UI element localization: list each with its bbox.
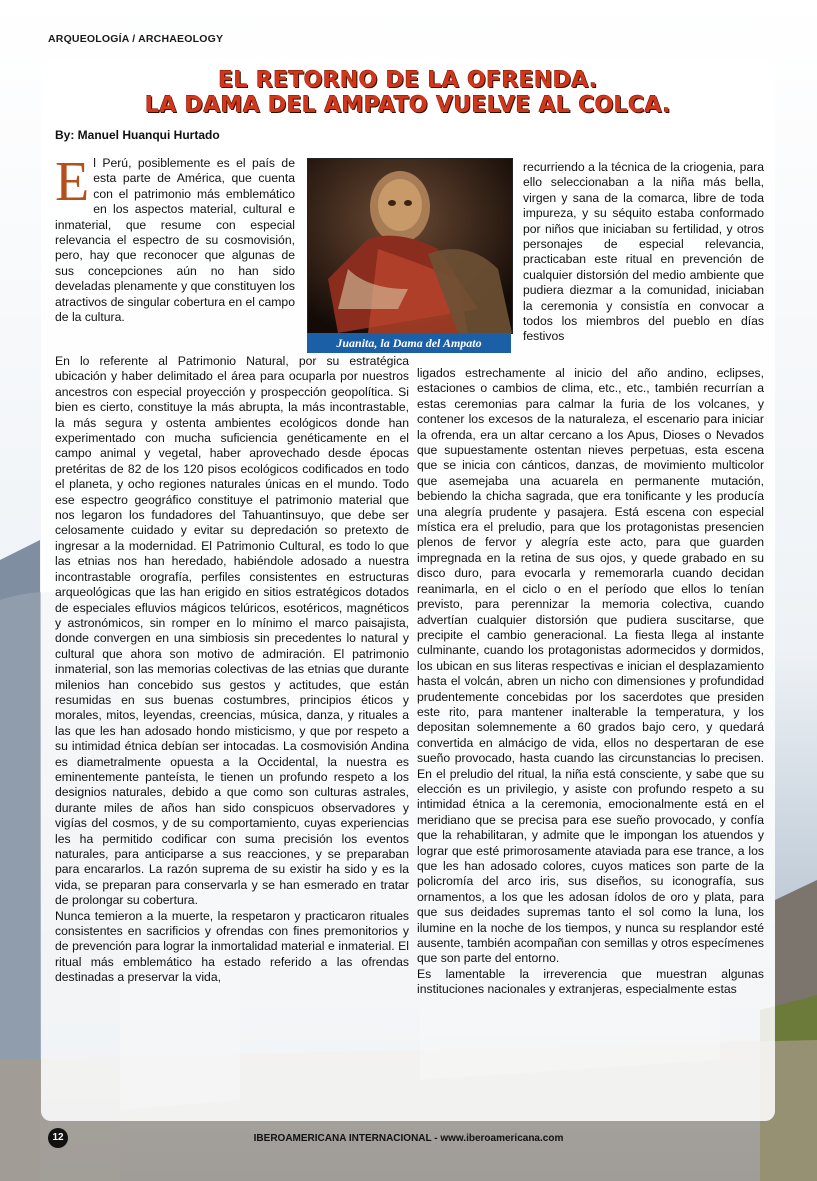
photo-caption: Juanita, la Dama del Ampato xyxy=(307,333,511,353)
column-right xyxy=(417,366,764,1112)
paragraph-ritual: ligados estrechamente al inicio del año andino, eclipses, estaciones o cambios de clima, etc., etc., también recurrían a estas ceremonias para calmar la furia de los volcanes, y contener los excesos de la naturaleza, el escenario para iniciar la ofrenda, era un altar cercano a los Apus, Dioses o Nevados que supuestamente ostentan nieves perpetuas, esta escena que se inicia con cánticos, danzas, de movimiento multicolor que asemejaba una acuarela en permanente mutación, bebiendo la chicha sagrada, que era tonificante y les producía una alegría prudente y pasajera. Está escena con especial mística era el preludio, para que los protagonistas presencien plenos de fervor y alegría este acto, para que guarden impregnada en la retina de sus ojos, y quede grabado en su disco duro, para evocarla y rememorarla cuando decidan reanimarla, en el ciclo o en el período que ellos lo tenían previsto, para perennizar la memoria colectiva, cuando advertían cualquier distorsión que pudiera suscitarse, que precipite el cambio generacional. La fiesta llega al instante culminante, cuando los protagonistas adormecidos y dormidos, los ubican en sus literas respectivas e inician el desplazamiento hasta el volcán, abren un nicho con dimensiones y profundidad prudentemente concebidas por los sacerdotes que presiden este rito, para mantener inalterable la temperatura, y los depositan solemnemente a 60 grados bajo cero, y quedará convertida en almácigo de vida, ellos no despertaran de ese sueño provocado, hasta cuando las circunstancias lo precisen. En el preludio del ritual, la niña está consciente, y sabe que su elección es un privilegio, y asiste con profundo respeto a su intimidad étnica a la ceremonia, emocionalmente está en el meridiano que se precisa para ese sueño provocado, y confía que la rehabilitaran, y admite que le impongan los atuendos y lograr que esté primorosamente ataviada para ese trance, a los que les han adosado colores, cuyos matices son parte de la policromía del arco iris, sus diseños, su iconografía, sus ornamentos, a los que les adosan ídolos de oro y plata, para que sus deidades supremas tanto el sol como la luna, los ilumine en la noche de los tiempos, y nunca su resplandor esté ausente, también acompañan con semillas y otros especímenes que son parte del entorno. xyxy=(417,366,764,966)
drop-cap: E xyxy=(55,156,90,213)
footer-text: IBEROAMERICANA INTERNACIONAL - www.iberoamericana.com xyxy=(253,1133,564,1144)
paragraph-continued: por su estratégica ubicación y haber delimitado el área para ocuparla por nuestros ancestros con especial proyección y prospección geopolítica. Si bien es cierto, constituye la más abrupta, la más incontrastable, la más segura y ostenta ambientes ecológicos donde han experimentado con mucha suficiencia genéticamente en el campo animal y vegetal, haber aprovechado desde épocas pretéritas de 82 de los 120 pisos ecológicos codificados en todo el planeta, y ocho regiones naturales únicas en el mundo. Todo ese espectro geográfico constituye el patrimonio material que nos legaron los fundadores del Tahuantinsuyo, que debe ser celosamente cuidado y evitar su depredación so pretexto de ingresar a la modernidad. El Patrimonio Cultural, es todo lo que las etnias nos han heredado, habiéndole adosado a nuestra incontrastable orografía, perfiles consistentes en estructuras arqueológicas que las han erigido en sitios estratégicos dotados de especiales efluvios mágicos telúricos, esotéricos, magnéticos y astronómicos, sin romper en lo mínimo el marco paisajista, donde convergen en una simbiosis sin precedentes lo natural y cultural que ahora son motivo de admiración. El patrimonio inmaterial, son las memorias colectivas de las etnias que durante milenios han concebido sus gestos y actitudes, que están resumidas en sus buenas costumbres, principios éticos y morales, mitos, leyendas, creencias, música, danza, y rituales a las que les han adosado hondo misticismo, y que por respeto a su intimidad étnica debían ser intocadas. La cosmovisión Andina es diametralmente opuesta a la Occidental, la nuestra es eminentemente panteísta, le tienen un profundo respeto a los designios naturales, debido a que como son culturas astrales, durante miles de años han sido conspicuos observadores y vigías del cosmos, y de su comportamiento, cuyas experiencias les ha permitido codificar con suma precisión los eventos naturales, para anticiparse a sus reacciones, y se preparaban para encararlos. La razón suprema de su existir ha sido y es la vida, se preparan para conservarla y se han esmerado en tratar de prolongar su cobertura. xyxy=(55,354,409,908)
title-line-2: LA DAMA DEL AMPATO VUELVE AL COLCA. xyxy=(145,93,671,118)
paragraph-start: En lo referente al Patrimonio Natural, xyxy=(55,354,289,368)
section-label: ARQUEOLOGÍA / ARCHAEOLOGY xyxy=(48,33,224,45)
paragraph-death: Nunca temieron a la muerte, la respetaron y practicaron rituales consistentes en sacrificios y ofrendas con fines premonitorios y de prevención para lograr la inmortalidad material e inmaterial. El ritual más emblemático ha estado referido a las ofrendas destinadas a preservar la vida, xyxy=(55,908,409,985)
mummy-image-icon xyxy=(308,159,512,333)
title-line-1: EL RETORNO DE LA OFRENDA. xyxy=(218,68,598,93)
paragraph-natural-heritage xyxy=(55,354,409,909)
intro-paragraph xyxy=(55,156,295,352)
column-right-top: recurriendo a la técnica de la criogenia, para ello seleccionaban a la niña más bella, virgen y sana de la comarca, libre de toda impureza, y su séquito estaba conformado por niños que iniciaban su fertilidad, y otros personajes de especial relevancia, practicaban este ritual en prevención de cualquier distorsión del medio ambiente que pudiera diezmar a la comunidad, iniciaban la ceremonia y consistía en convocar a todos los miembros del pueblo en días festivos xyxy=(523,160,764,344)
byline: By: Manuel Huanqui Hurtado xyxy=(55,128,220,142)
intro-text: l Perú, posiblemente es el país de esta parte de América, que cuenta con el patrimonio más emblemático en los aspectos material, cultural e inmaterial, que resume con especial relevancia el espectro de su cosmovisión, pero, hay que reconocer que algunas de sus concepciones aún no han sido develadas plenamente y que constituyen los atractivos de singular cobertura en el campo de la cultura. xyxy=(55,156,295,325)
mummy-photo xyxy=(307,158,513,334)
paragraph-irreverence: Es lamentable la irreverencia que muestran algunas instituciones nacionales y extranjeras, especialmente estas xyxy=(417,966,764,997)
page-number: 12 xyxy=(48,1128,68,1148)
article-title xyxy=(41,68,775,118)
column-left xyxy=(55,354,409,1112)
